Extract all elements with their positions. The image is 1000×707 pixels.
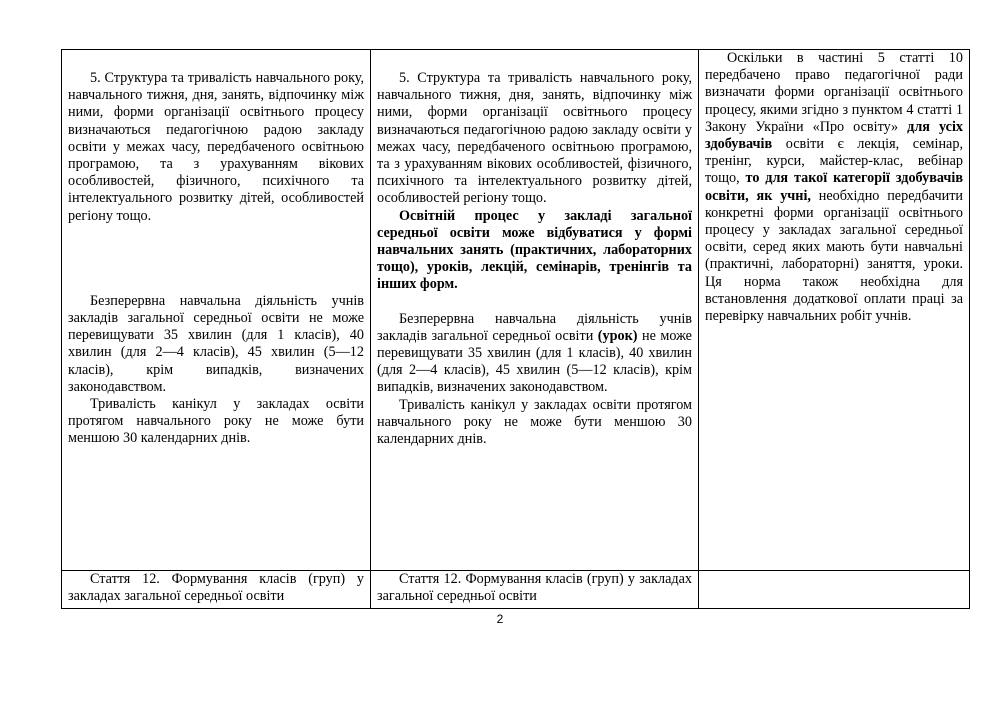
current-paragraph-1: 5. Структура та тривалість навчального року, навчального тижня, дня, занять, відпочинку між ними, форми організації освітнього процесу визначаються педагогічною радою закладу освіти у межах часу, передбаченого освітньою програмою, та з урахуванням вікових особливостей, фізичного, психічного та інтелектуального розвитку дітей, особливостей регіону тощо. bbox=[68, 70, 364, 224]
justification-paragraph bbox=[705, 50, 963, 325]
cell-current-text bbox=[62, 50, 371, 571]
page-number: 2 bbox=[496, 612, 504, 626]
justification-text-1: Оскільки в частині 5 статті 10 передбачено право педагогічної ради визначати форми організації освітнього процесу, якими згідно з пунктом 4 статті 1 Закону України «Про освіту» bbox=[705, 50, 963, 135]
cell-current-footer bbox=[62, 571, 371, 609]
cell-proposed-text bbox=[371, 50, 699, 571]
justification-bold-2: то для такої категорії здобувачів освіти, як учні, bbox=[705, 170, 963, 204]
current-paragraph-2: Безперервна навчальна діяльність учнів закладів загальної середньої освіти не може перевищувати 35 хвилин (для 1 класів), 40 хвилин (для 2—4 класів), 45 хвилин (5—12 класів), крім випадків, визначених законодавством. bbox=[68, 292, 364, 395]
proposed-paragraph-1: 5. Структура та тривалість навчального року, навчального тижня, дня, занять, відпочинку між ними, форми організації освітнього процесу визначаються педагогічною радою закладу освіти у межах часу, передбаченого освітньою програмою, та з урахуванням вікових особливостей, фізичного, психічного та інтелектуального розвитку дітей, особливостей регіону тощо. bbox=[377, 70, 692, 207]
current-paragraph-3: Тривалість канікул у закладах освіти протягом навчального року не може бути меншою 30 календарних днів. bbox=[68, 396, 364, 447]
cell-justification-footer bbox=[699, 571, 970, 609]
proposed-paragraph-4: Тривалість канікул у закладах освіти протягом навчального року не може бути меншою 30 календарних днів. bbox=[377, 396, 692, 448]
cell-proposed-footer bbox=[371, 571, 699, 609]
proposed-bold-text: Освітній процес у закладі загальної середньої освіти може відбуватися у формі навчальних занять (практичних, лабораторних тощо), уроків, лекцій, семінарів, тренінгів та інших форм. bbox=[377, 207, 692, 293]
justification-bold-1: для усіх здобувачів bbox=[705, 118, 963, 153]
proposed-p3-bold: (урок) bbox=[597, 327, 638, 344]
table-row-main bbox=[62, 50, 970, 571]
justification-text-2: освіти є лекція, семінар, тренінг, курси, майстер-клас, вебінар тощо, bbox=[705, 136, 963, 187]
table-row-footer bbox=[62, 571, 970, 609]
proposed-article-heading: Стаття 12. Формування класів (груп) у закладах загальної середньої освіти bbox=[377, 571, 692, 605]
proposed-paragraph-2 bbox=[377, 208, 692, 294]
current-article-heading: Стаття 12. Формування класів (груп) у закладах загальної середньої освіти bbox=[68, 571, 364, 605]
proposed-p3-text-c: не може перевищувати 35 хвилин (для 1 класів), 40 хвилин (для 2—4 класів), 45 хвилин (5—12 класів), крім випадків, визначених законодавством. bbox=[377, 327, 692, 396]
comparison-table bbox=[61, 49, 970, 609]
proposed-p3-text-a: Безперервна навчальна діяльність учнів закладів загальної середньої освіти bbox=[377, 310, 692, 344]
justification-text-3: необхідно передбачити конкретні форми організації освітнього процесу у закладах загальної середньої освіти, серед яких мають бути навчальні (практичні, лабораторні) заняття, уроки. Ця норма також необхідна для встановлення додаткової оплати праці за перевірку навчальних робіт учнів. bbox=[705, 187, 963, 325]
proposed-paragraph-3 bbox=[377, 311, 692, 397]
cell-justification bbox=[699, 50, 970, 571]
